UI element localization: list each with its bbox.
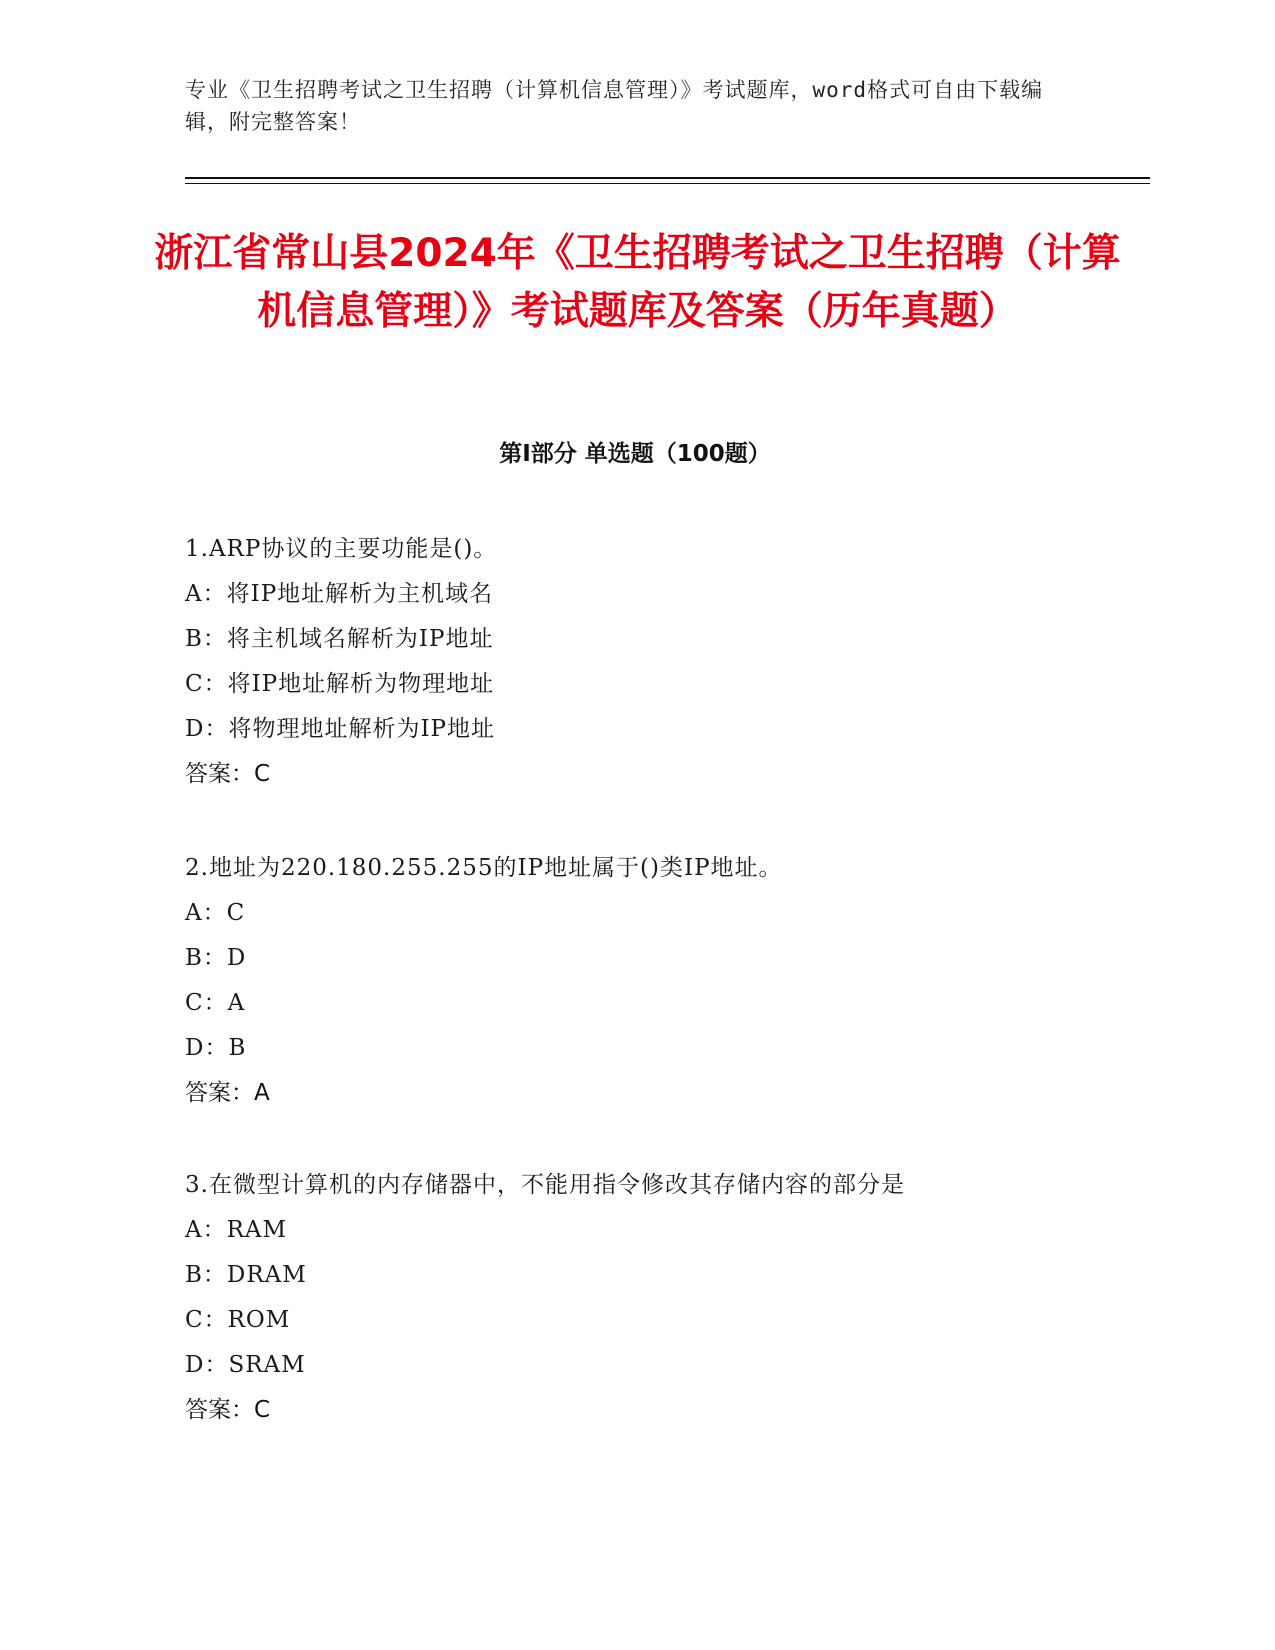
option-b: B：D	[185, 945, 247, 971]
header-note: 专业《卫生招聘考试之卫生招聘（计算机信息管理）》考试题库，word格式可自由下载编辑，附完整答案！	[185, 78, 1044, 134]
option-a: A：C	[185, 900, 246, 926]
option-c: C：将IP地址解析为物理地址	[185, 671, 495, 697]
option-a: A：RAM	[185, 1217, 288, 1243]
header-divider-thin	[185, 183, 1150, 184]
option-a: A：将IP地址解析为主机域名	[185, 581, 494, 607]
section-title: 第Ⅰ部分 单选题（100题）	[499, 441, 771, 467]
question-stem: 1.ARP协议的主要功能是()。	[185, 536, 498, 562]
option-b: B：将主机域名解析为IP地址	[185, 626, 494, 652]
question-1	[185, 527, 1085, 797]
question-stem: 2.地址为220.180.255.255的IP地址属于()类IP地址。	[185, 855, 783, 881]
question-3	[185, 1163, 1085, 1433]
answer: 答案：C	[185, 1397, 271, 1423]
option-d: D：B	[185, 1035, 247, 1061]
option-d: D：将物理地址解析为IP地址	[185, 716, 496, 742]
option-b: B：DRAM	[185, 1262, 307, 1288]
option-c: C：A	[185, 990, 246, 1016]
question-2	[185, 846, 1085, 1116]
header-divider-thick	[185, 177, 1150, 179]
answer: 答案：A	[185, 1080, 270, 1106]
document-title: 浙江省常山县2024年《卫生招聘考试之卫生招聘（计算机信息管理）》考试题库及答案（历年真题）	[154, 231, 1121, 334]
question-stem: 3.在微型计算机的内存储器中，不能用指令修改其存储内容的部分是	[185, 1172, 905, 1198]
option-c: C：ROM	[185, 1307, 291, 1333]
answer: 答案：C	[185, 761, 271, 787]
option-d: D：SRAM	[185, 1352, 306, 1378]
